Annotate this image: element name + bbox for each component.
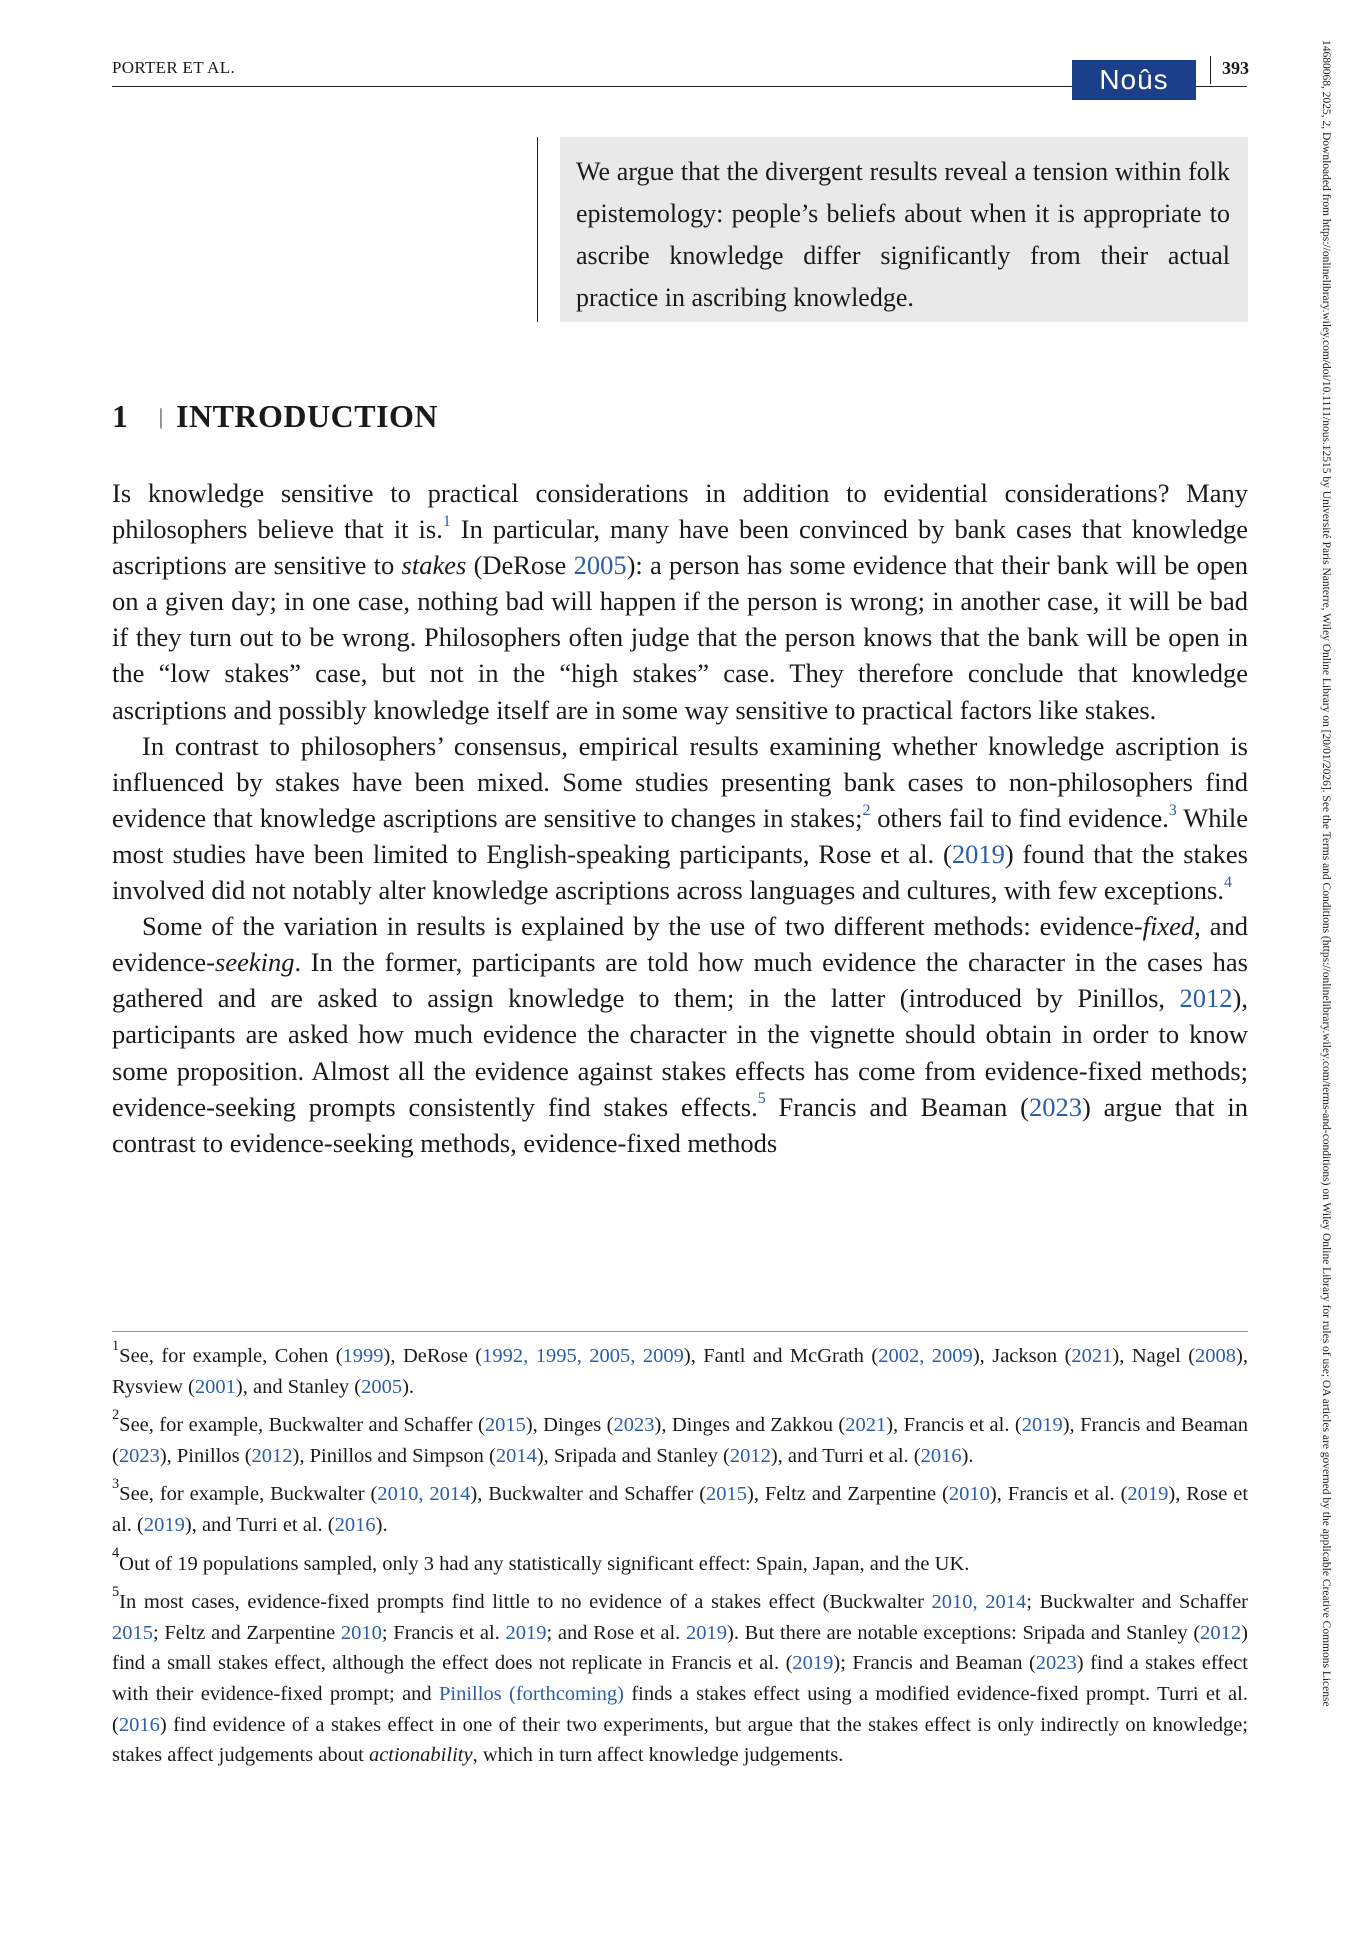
citation-link[interactable]: 2012 (729, 1444, 771, 1467)
footnote-1 (112, 1337, 1248, 1402)
text: ), Rose et al. ( (112, 1483, 1249, 1536)
citation-link[interactable]: 2012 (251, 1444, 293, 1467)
citation-link[interactable]: 2016 (118, 1713, 160, 1736)
abstract-box: We argue that the divergent results reveal a tension within folk epistemology: people’s beliefs about when it is appropriate to ascribe knowledge differ significantly from their actual practice in ascribing knowledge. (560, 137, 1248, 322)
section-title: INTRODUCTION (176, 398, 439, 434)
citation-link[interactable]: 2019 (951, 838, 1005, 869)
citation-link[interactable]: Pinillos (forthcoming) (439, 1682, 625, 1705)
text: ) find a small stakes effect, although the effect does not replicate in Francis et al. ( (112, 1621, 1248, 1675)
citation-link[interactable]: 2019 (686, 1621, 727, 1644)
citation-link[interactable]: 2014 (495, 1444, 537, 1467)
citation-link[interactable]: 2005 (573, 550, 627, 581)
text: In most cases, evidence-fixed prompts find little to no evidence of a stakes effect (Buckwalter (119, 1591, 932, 1614)
text: ), Rysview ( (112, 1345, 1248, 1398)
text: ; and Rose et al. (546, 1621, 686, 1644)
citation-link[interactable]: 2019 (505, 1621, 547, 1644)
citation-link[interactable]: 2002, 2009 (878, 1345, 973, 1367)
text: ), Jackson ( (972, 1345, 1072, 1367)
section-separator: | (158, 404, 164, 429)
text: ), Sripada and Stanley ( (536, 1444, 730, 1467)
text: In contrast to philosophers’ consensus, empirical results examining whether knowledge ascription is influenced by stakes have been mixed. Some studies presenting bank cases to non-philosophers find evidence that knowledge ascriptions are sensitive to changes in stakes; (112, 730, 1248, 833)
text: ), Francis et al. ( (886, 1414, 1022, 1437)
emphasis: stakes (401, 550, 467, 581)
text: ), and Turri et al. ( (770, 1444, 921, 1467)
text: ), Dinges ( (525, 1414, 614, 1437)
citation-link[interactable]: 2015 (706, 1483, 748, 1506)
citation-link[interactable]: 1999 (342, 1345, 384, 1367)
citation-link[interactable]: 2019 (792, 1652, 834, 1675)
text: , which in turn affect knowledge judgements. (472, 1744, 844, 1767)
text: See, for example, Buckwalter and Schaffer ( (119, 1414, 485, 1437)
text: ), and Stanley ( (235, 1375, 362, 1398)
text: . In the former, participants are told how much evidence the character in the cases has gathered and are asked to assign knowledge to them; in the latter (introduced by Pinillos, (112, 947, 1248, 1014)
footnote-3 (112, 1476, 1249, 1540)
citation-link[interactable]: 2010 (948, 1483, 990, 1506)
citation-link[interactable]: 2012 (1179, 983, 1233, 1014)
footnote-number: 3 (112, 1476, 120, 1493)
citation-link[interactable]: 2001 (194, 1375, 236, 1398)
text: ), Fantl and McGrath ( (683, 1345, 879, 1367)
citation-link[interactable]: 2021 (845, 1414, 887, 1437)
footnote-rule (112, 1331, 1248, 1332)
text: While most studies have been limited to English-speaking participants, Rose et al. ( (112, 802, 1248, 869)
citation-link[interactable]: 2010, 2014 (377, 1483, 471, 1506)
text: ) find evidence of a stakes effect in one of their two experiments, but argue that the stakes effect is only indirectly on knowledge; stakes affect judgements about (112, 1713, 1248, 1767)
text: ). (402, 1375, 415, 1398)
text: ; Feltz and Zarpentine (153, 1621, 341, 1644)
footnote-ref-3[interactable]: 3 (1168, 801, 1177, 819)
citation-link[interactable]: 2016 (334, 1513, 376, 1536)
text: ; Francis et al. (381, 1621, 506, 1644)
citation-link[interactable]: 2015 (484, 1414, 526, 1437)
footnote-5 (112, 1584, 1249, 1771)
text: ) argue that in contrast to evidence-seeking methods, evidence-fixed methods (112, 1091, 1248, 1158)
section-heading (112, 398, 438, 435)
text: See, for example, Cohen ( (119, 1345, 343, 1367)
paragraph-3 (112, 908, 1248, 1161)
footnote-number: 4 (112, 1545, 120, 1562)
citation-link[interactable]: 2016 (920, 1444, 962, 1467)
text: ), Pinillos and Simpson ( (292, 1444, 496, 1467)
text: ), Nagel ( (1112, 1345, 1196, 1367)
text: See, for example, Buckwalter ( (119, 1483, 378, 1506)
footnote-number: 2 (112, 1407, 120, 1424)
emphasis: seeking (215, 947, 295, 978)
text: ). (961, 1444, 974, 1467)
paragraph-2 (112, 728, 1248, 908)
citation-link[interactable]: 2008 (1195, 1345, 1237, 1367)
text: Is knowledge sensitive to practical considerations in addition to evidential considerations? Many philosophers believe that it is. (112, 478, 1248, 545)
abstract-rule (537, 137, 538, 322)
section-number: 1 (112, 398, 128, 434)
text: ), Buckwalter and Schaffer ( (470, 1483, 707, 1506)
citation-link[interactable]: 2005 (361, 1375, 403, 1398)
running-head-authors: PORTER ET AL. (112, 58, 235, 77)
running-header (112, 56, 1249, 95)
text: ), Dinges and Zakkou ( (654, 1414, 846, 1437)
text: ), Francis and Beaman ( (112, 1414, 1248, 1467)
text: Francis and Beaman ( (765, 1091, 1029, 1122)
footnotes (112, 1337, 1249, 1779)
footnote-ref-4[interactable]: 4 (1223, 873, 1232, 891)
emphasis: actionability (368, 1744, 473, 1767)
footnote-2 (112, 1407, 1248, 1471)
footnote-ref-2[interactable]: 2 (862, 801, 871, 819)
page-number: 393 (1222, 58, 1249, 78)
text: (DeRose (466, 550, 574, 581)
text: ; Buckwalter and Schaffer (1026, 1591, 1249, 1614)
citation-link[interactable]: 2023 (118, 1444, 160, 1467)
citation-link[interactable]: 2021 (1071, 1345, 1113, 1367)
text: ); Francis and Beaman ( (833, 1652, 1036, 1675)
citation-link[interactable]: 2019 (1021, 1414, 1063, 1437)
text: ). But there are notable exceptions: Sripada and Stanley ( (727, 1621, 1201, 1644)
footnote-4 (112, 1545, 1248, 1580)
footnote-number: 1 (112, 1337, 120, 1354)
citation-link[interactable]: 2015 (112, 1621, 153, 1644)
citation-link[interactable]: 2023 (1035, 1652, 1077, 1675)
text: finds a stakes effect using a modified evidence-fixed prompt. Turri et al. ( (112, 1682, 1248, 1736)
text: ), and Turri et al. ( (184, 1513, 335, 1536)
text: ), participants are asked how much evidence the character in the vignette should obtain in order to know some proposition. Almost all the evidence against stakes effects has come from evidence-fixed methods; evidence-seeking prompts consistently find stakes effects. (112, 983, 1248, 1122)
text: ) find a stakes effect with their evidence-fixed prompt; and (112, 1652, 1249, 1705)
footnote-ref-5[interactable]: 5 (757, 1090, 766, 1108)
text: ) found that the stakes involved did not notably alter knowledge ascriptions across languages and cultures, with few exceptions. (112, 838, 1248, 906)
text: , and evidence- (112, 911, 1248, 978)
citation-link[interactable]: 2023 (1028, 1091, 1082, 1122)
citation-link[interactable]: 2010 (340, 1621, 382, 1644)
citation-link[interactable]: 1992, 1995, 2005, 2009 (482, 1345, 684, 1367)
citation-link[interactable]: 2012 (1200, 1621, 1242, 1644)
paragraph-1 (112, 475, 1248, 728)
citation-link[interactable]: 2019 (143, 1513, 185, 1536)
footnote-number: 5 (112, 1584, 120, 1601)
text: In particular, many have been convinced by bank cases that knowledge ascriptions are sensitive to (112, 514, 1248, 581)
citation-link[interactable]: 2023 (613, 1414, 655, 1437)
header-divider (1210, 56, 1211, 84)
citation-link[interactable]: 2019 (1127, 1483, 1169, 1506)
text: ): a person has some evidence that their bank will be open on a given day; in one case, nothing bad will happen if the person is wrong; in another case, it will be bad if they turn out to be wrong. Philosophers often judge that the person knows that the bank will be open in the “low stakes” case, but not in the “high stakes” case. They therefore conclude that knowledge ascriptions and possibly knowledge itself are in some way sensitive to practical factors like stakes. (112, 550, 1248, 725)
text: ), Pinillos ( (159, 1444, 252, 1467)
journal-logo: Noûs (1072, 60, 1196, 100)
citation-link[interactable]: 2010, 2014 (931, 1591, 1027, 1614)
text: ), Feltz and Zarpentine ( (747, 1483, 949, 1506)
text: Out of 19 populations sampled, only 3 had any statistically significant effect: Spain, Japan, and the UK. (119, 1552, 970, 1575)
body-text (112, 475, 1248, 1161)
emphasis: fixed (1142, 911, 1195, 942)
download-notice-sidebar: 14680068, 2025, 2, Downloaded from https://onlinelibrary.wiley.com/doi/10.1111/nous.12515 by Université Paris Nanterre, Wiley Online Library on [20/01/2026]. See the Terms and Conditions (https://onlinelibrary.wiley.com/terms-and-conditions) on Wiley Online Library for rules of use; OA articles are governed by the applicable Creative Commons License (1320, 40, 1332, 1707)
footnote-ref-1[interactable]: 1 (442, 512, 451, 530)
text: others fail to find evidence. (870, 802, 1169, 833)
text: ). (375, 1513, 388, 1536)
text: Some of the variation in results is explained by the use of two different methods: evidence- (142, 911, 1143, 942)
text: ), Francis et al. ( (989, 1483, 1128, 1506)
text: ), DeRose ( (383, 1345, 483, 1367)
